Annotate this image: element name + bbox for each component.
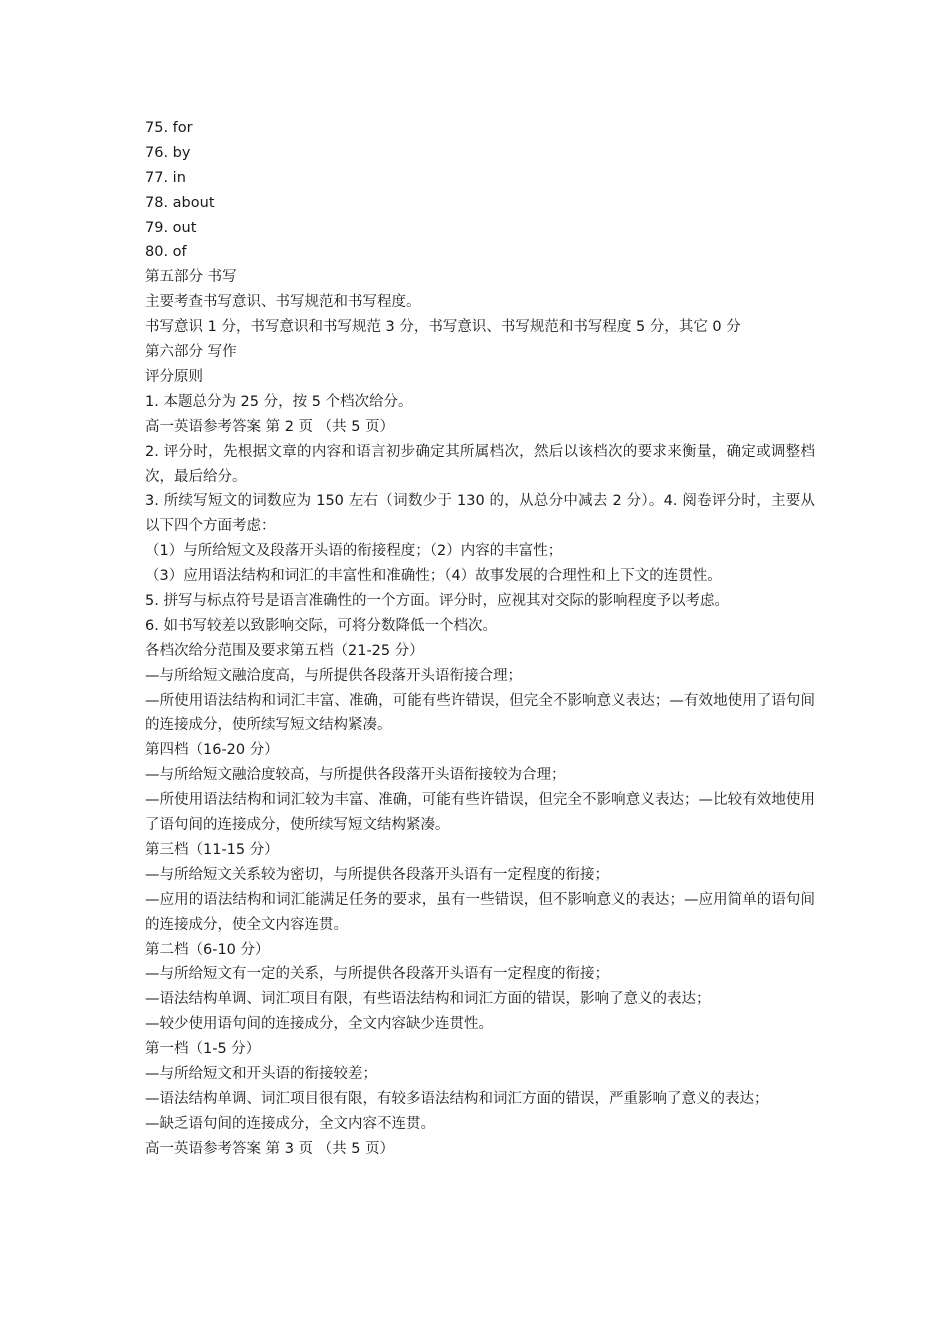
level4-title: 第四档（16-20 分） [145, 742, 279, 759]
answer-78: 78. about [145, 194, 215, 211]
rule-1: 1. 本题总分为 25 分，按 5 个档次给分。 [145, 393, 413, 410]
level4-criterion-a: —与所给短文融洽度较高，与所提供各段落开头语衔接较为合理； [145, 767, 566, 784]
level1-criterion-b: —语法结构单调、词汇项目很有限，有较多语法结构和词汇方面的错误，严重影响了意义的表达； [145, 1090, 769, 1107]
level2-criterion-b: —语法结构单调、词汇项目有限，有些语法结构和词汇方面的错误，影响了意义的表达； [145, 991, 711, 1008]
level5-title: 各档次给分范围及要求第五档（21-25 分） [145, 642, 424, 659]
rule-3-4: 3. 所续写短文的词数应为 150 左右（词数少于 130 的，从总分中减去 2 分）。4. 阅卷评分时，主要从以下四个方面考虑： [145, 493, 815, 535]
answer-77: 77. in [145, 169, 186, 186]
level3-title: 第三档（11-15 分） [145, 841, 279, 858]
principle-title: 评分原则 [145, 368, 203, 385]
answer-75: 75. for [145, 120, 193, 136]
section5-desc: 主要考查书写意识、书写规范和书写程度。 [145, 294, 421, 311]
rule-2: 2. 评分时，先根据文章的内容和语言初步确定其所属档次，然后以该档次的要求来衡量，确定或调整档次，最后给分。 [145, 443, 815, 485]
level1-criterion-c: —缺乏语句间的连接成分，全文内容不连贯。 [145, 1115, 435, 1132]
level3-criterion-a: —与所给短文关系较为密切，与所提供各段落开头语有一定程度的衔接； [145, 866, 609, 883]
level5-criterion-b: —所使用语法结构和词汇丰富、准确，可能有些许错误，但完全不影响意义表达；—有效地使用了语句间的连接成分，使所续写短文结构紧凑。 [145, 692, 815, 734]
level2-criterion-a: —与所给短文有一定的关系，与所提供各段落开头语有一定程度的衔接； [145, 966, 609, 983]
level1-criterion-a: —与所给短文和开头语的衔接较差； [145, 1066, 377, 1083]
aspects-1: （1）与所给短文及段落开头语的衔接程度；（2）内容的丰富性； [145, 543, 563, 560]
level3-criterion-b: —应用的语法结构和词汇能满足任务的要求，虽有一些错误，但不影响意义的表达；—应用简单的语句间的连接成分，使全文内容连贯。 [145, 891, 815, 933]
page-footer-2: 高一英语参考答案 第 2 页 （共 5 页） [145, 418, 395, 435]
level1-title: 第一档（1-5 分） [145, 1041, 261, 1058]
level5-criterion-a: —与所给短文融洽度高，与所提供各段落开头语衔接合理； [145, 667, 522, 684]
answer-80: 80. of [145, 244, 187, 261]
section5-scoring: 书写意识 1 分，书写意识和书写规范 3 分，书写意识、书写规范和书写程度 5 分，其它 0 分 [145, 319, 741, 336]
aspects-2: （3）应用语法结构和词汇的丰富性和准确性；（4）故事发展的合理性和上下文的连贯性。 [145, 568, 722, 585]
document-page [145, 116, 815, 1162]
rule-5: 5. 拼写与标点符号是语言准确性的一个方面。评分时，应视其对交际的影响程度予以考虑。 [145, 593, 729, 609]
level4-criterion-b: —所使用语法结构和词汇较为丰富、准确，可能有些许错误，但完全不影响意义表达；—比较有效地使用了语句间的连接成分，使所续写短文结构紧凑。 [145, 792, 815, 834]
page-footer-3: 高一英语参考答案 第 3 页 （共 5 页） [145, 1140, 395, 1157]
level2-title: 第二档（6-10 分） [145, 941, 270, 958]
answer-79: 79. out [145, 219, 197, 236]
answer-76: 76. by [145, 144, 191, 161]
rule-6: 6. 如书写较差以致影响交际，可将分数降低一个档次。 [145, 617, 497, 634]
section5-title: 第五部分 书写 [145, 269, 237, 286]
level2-criterion-c: —较少使用语句间的连接成分，全文内容缺少连贯性。 [145, 1016, 493, 1033]
section6-title: 第六部分 写作 [145, 344, 237, 361]
